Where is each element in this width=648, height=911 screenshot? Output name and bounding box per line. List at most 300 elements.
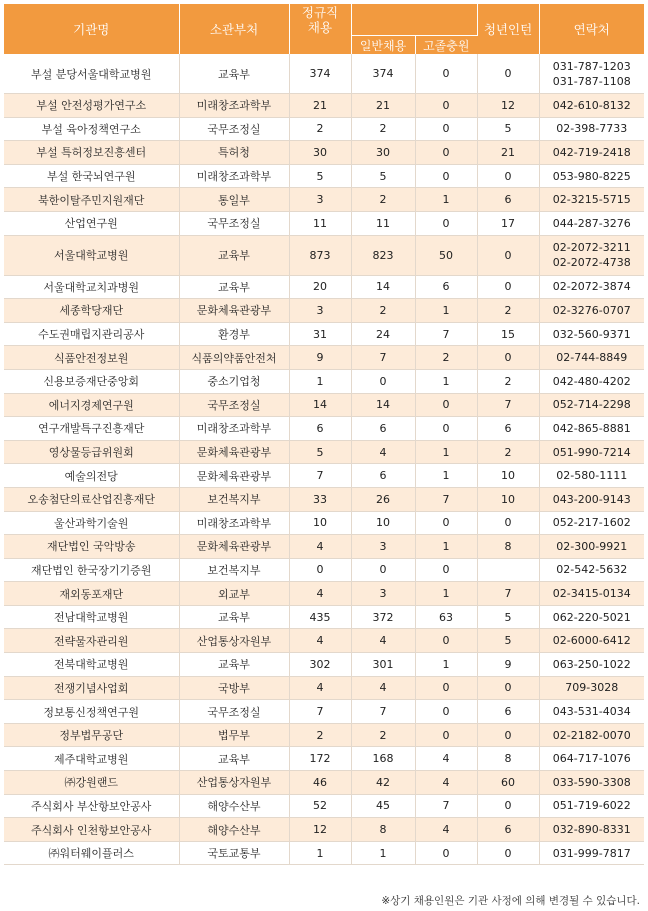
cell-highschool: 1 (415, 464, 477, 488)
cell-regular: 10 (289, 511, 351, 535)
cell-intern: 6 (477, 417, 539, 441)
contact-number: 02-542-5632 (556, 563, 628, 577)
cell-contact (539, 794, 644, 818)
cell-highschool: 63 (415, 605, 477, 629)
cell-regular: 9 (289, 346, 351, 370)
cell-ministry: 중소기업청 (179, 369, 289, 393)
cell-general: 14 (351, 393, 415, 417)
cell-highschool: 0 (415, 164, 477, 188)
cell-regular: 14 (289, 393, 351, 417)
cell-general: 0 (351, 558, 415, 582)
cell-contact (539, 322, 644, 346)
cell-ministry: 산업통상자원부 (179, 771, 289, 795)
cell-regular: 4 (289, 582, 351, 606)
table-row (4, 235, 644, 275)
table-row (4, 700, 644, 724)
cell-ministry: 국방부 (179, 676, 289, 700)
contact-number: 02-2182-0070 (552, 728, 631, 742)
contact-number: 02-2072-3211 (552, 241, 631, 255)
cell-general: 11 (351, 211, 415, 235)
cell-contact (539, 511, 644, 535)
cell-contact (539, 94, 644, 118)
cell-name: 산업연구원 (4, 211, 179, 235)
table-row (4, 322, 644, 346)
cell-name: 에너지경제연구원 (4, 393, 179, 417)
cell-general: 2 (351, 117, 415, 141)
cell-regular: 21 (289, 94, 351, 118)
cell-name: ㈜강원랜드 (4, 771, 179, 795)
cell-general: 3 (351, 535, 415, 559)
contact-number: 052-217-1602 (552, 516, 631, 530)
cell-contact (539, 653, 644, 677)
cell-ministry: 통일부 (179, 188, 289, 212)
cell-regular: 20 (289, 275, 351, 299)
cell-general: 5 (351, 164, 415, 188)
cell-intern: 5 (477, 117, 539, 141)
cell-ministry: 보건복지부 (179, 558, 289, 582)
cell-contact (539, 369, 644, 393)
footnote: ※상기 채용인원은 기관 사정에 의해 변경될 수 있습니다. (381, 895, 640, 907)
cell-regular: 873 (289, 235, 351, 275)
cell-contact (539, 535, 644, 559)
cell-general: 45 (351, 794, 415, 818)
cell-intern: 7 (477, 582, 539, 606)
table-row (4, 487, 644, 511)
cell-ministry: 보건복지부 (179, 487, 289, 511)
cell-contact (539, 164, 644, 188)
table-row (4, 188, 644, 212)
cell-contact (539, 117, 644, 141)
cell-regular: 4 (289, 676, 351, 700)
cell-name: 서울대학교치과병원 (4, 275, 179, 299)
cell-highschool: 0 (415, 700, 477, 724)
cell-ministry: 외교부 (179, 582, 289, 606)
cell-ministry: 해양수산부 (179, 794, 289, 818)
cell-regular: 3 (289, 188, 351, 212)
cell-ministry: 미래창조과학부 (179, 417, 289, 441)
contact-number: 032-560-9371 (552, 327, 631, 341)
cell-name: 예술의전당 (4, 464, 179, 488)
cell-name: 신용보증재단중앙회 (4, 369, 179, 393)
cell-name: 제주대학교병원 (4, 747, 179, 771)
contact-number: 709-3028 (565, 681, 619, 695)
header-name: 기관명 (4, 4, 179, 54)
cell-name: 연구개발특구진흥재단 (4, 417, 179, 441)
table-row (4, 676, 644, 700)
cell-name: 북한이탈주민지원재단 (4, 188, 179, 212)
contact-number: 02-300-9921 (556, 539, 628, 553)
cell-ministry: 특허청 (179, 141, 289, 165)
cell-contact (539, 629, 644, 653)
cell-highschool: 50 (415, 235, 477, 275)
cell-highschool: 4 (415, 771, 477, 795)
cell-general: 372 (351, 605, 415, 629)
cell-contact (539, 841, 644, 865)
cell-ministry: 교육부 (179, 235, 289, 275)
contact-number: 043-200-9143 (552, 492, 631, 506)
contact-number: 02-3215-5715 (552, 193, 631, 207)
cell-regular: 2 (289, 117, 351, 141)
cell-intern: 17 (477, 211, 539, 235)
cell-regular: 11 (289, 211, 351, 235)
contact-number: 02-3415-0134 (552, 587, 631, 601)
cell-general: 4 (351, 629, 415, 653)
cell-highschool: 0 (415, 417, 477, 441)
contact-number: 064-717-1076 (552, 752, 631, 766)
cell-ministry: 법무부 (179, 723, 289, 747)
cell-name: ㈜워터웨이플러스 (4, 841, 179, 865)
cell-ministry: 교육부 (179, 605, 289, 629)
cell-name: 주식회사 인천항보안공사 (4, 818, 179, 842)
cell-name: 부설 안전성평가연구소 (4, 94, 179, 118)
cell-name: 부설 분당서울대학교병원 (4, 54, 179, 94)
cell-intern: 60 (477, 771, 539, 795)
table-row (4, 393, 644, 417)
cell-regular: 1 (289, 841, 351, 865)
cell-name: 전쟁기념사업회 (4, 676, 179, 700)
cell-highschool: 1 (415, 440, 477, 464)
header-contact: 연락처 (539, 4, 644, 54)
cell-regular: 46 (289, 771, 351, 795)
cell-regular: 4 (289, 629, 351, 653)
cell-name: 식품안전정보원 (4, 346, 179, 370)
cell-regular: 2 (289, 723, 351, 747)
contact-number: 043-531-4034 (552, 705, 631, 719)
contact-number: 052-714-2298 (552, 398, 631, 412)
cell-name: 영상물등급위원회 (4, 440, 179, 464)
cell-name: 전북대학교병원 (4, 653, 179, 677)
cell-regular: 3 (289, 299, 351, 323)
cell-highschool: 1 (415, 188, 477, 212)
header-general: 일반채용 (351, 36, 415, 55)
cell-contact (539, 747, 644, 771)
cell-highschool: 1 (415, 299, 477, 323)
cell-intern: 2 (477, 369, 539, 393)
table-row (4, 211, 644, 235)
cell-general: 0 (351, 369, 415, 393)
cell-regular: 33 (289, 487, 351, 511)
cell-ministry: 문화체육관광부 (179, 299, 289, 323)
cell-general: 301 (351, 653, 415, 677)
cell-intern: 2 (477, 440, 539, 464)
cell-highschool: 0 (415, 511, 477, 535)
cell-general: 3 (351, 582, 415, 606)
table-row (4, 771, 644, 795)
cell-intern: 0 (477, 676, 539, 700)
cell-general: 374 (351, 54, 415, 94)
cell-ministry: 식품의약품안전처 (179, 346, 289, 370)
cell-intern: 9 (477, 653, 539, 677)
cell-contact (539, 605, 644, 629)
cell-highschool: 1 (415, 653, 477, 677)
cell-general: 30 (351, 141, 415, 165)
cell-regular: 31 (289, 322, 351, 346)
table-row (4, 141, 644, 165)
table-row (4, 653, 644, 677)
cell-regular: 1 (289, 369, 351, 393)
contact-number: 02-3276-0707 (552, 303, 631, 317)
cell-name: 울산과학기술원 (4, 511, 179, 535)
cell-general: 4 (351, 676, 415, 700)
cell-ministry: 해양수산부 (179, 818, 289, 842)
cell-intern: 7 (477, 393, 539, 417)
table-row (4, 164, 644, 188)
cell-general: 8 (351, 818, 415, 842)
cell-highschool: 0 (415, 629, 477, 653)
cell-regular: 5 (289, 164, 351, 188)
table-row (4, 747, 644, 771)
cell-general: 1 (351, 841, 415, 865)
cell-intern: 10 (477, 487, 539, 511)
cell-general: 10 (351, 511, 415, 535)
table-row (4, 299, 644, 323)
cell-highschool: 4 (415, 747, 477, 771)
cell-name: 재외동포재단 (4, 582, 179, 606)
cell-intern: 10 (477, 464, 539, 488)
cell-contact (539, 141, 644, 165)
cell-name: 부설 특허정보진흥센터 (4, 141, 179, 165)
cell-intern: 0 (477, 235, 539, 275)
cell-name: 부설 육아정책연구소 (4, 117, 179, 141)
cell-highschool: 0 (415, 117, 477, 141)
cell-regular: 7 (289, 464, 351, 488)
cell-general: 168 (351, 747, 415, 771)
cell-intern: 12 (477, 94, 539, 118)
cell-general: 21 (351, 94, 415, 118)
contact-number: 062-220-5021 (552, 610, 631, 624)
cell-highschool: 7 (415, 794, 477, 818)
cell-regular: 302 (289, 653, 351, 677)
cell-ministry: 국무조정실 (179, 211, 289, 235)
cell-name: 전남대학교병원 (4, 605, 179, 629)
cell-name: 주식회사 부산항보안공사 (4, 794, 179, 818)
table-row (4, 117, 644, 141)
cell-highschool: 1 (415, 535, 477, 559)
cell-general: 14 (351, 275, 415, 299)
cell-contact (539, 582, 644, 606)
cell-ministry: 국무조정실 (179, 393, 289, 417)
cell-highschool: 6 (415, 275, 477, 299)
cell-regular: 30 (289, 141, 351, 165)
cell-general: 6 (351, 464, 415, 488)
cell-ministry: 미래창조과학부 (179, 164, 289, 188)
contact-number: 032-890-8331 (552, 823, 631, 837)
table-row (4, 841, 644, 865)
cell-contact (539, 440, 644, 464)
contact-number: 031-787-1203 (552, 59, 631, 73)
cell-ministry: 산업통상자원부 (179, 629, 289, 653)
cell-name: 세종학당재단 (4, 299, 179, 323)
cell-highschool: 0 (415, 141, 477, 165)
header-regular-spacer (351, 4, 477, 36)
cell-ministry: 환경부 (179, 322, 289, 346)
cell-highschool: 1 (415, 582, 477, 606)
cell-general: 7 (351, 346, 415, 370)
cell-ministry: 교육부 (179, 275, 289, 299)
cell-general: 42 (351, 771, 415, 795)
cell-intern: 8 (477, 747, 539, 771)
cell-ministry: 국토교통부 (179, 841, 289, 865)
table-row (4, 535, 644, 559)
table-row (4, 464, 644, 488)
cell-contact (539, 211, 644, 235)
cell-contact (539, 558, 644, 582)
cell-intern: 0 (477, 794, 539, 818)
contact-number: 02-2072-4738 (552, 256, 631, 270)
cell-intern: 6 (477, 818, 539, 842)
cell-general: 2 (351, 723, 415, 747)
cell-contact (539, 275, 644, 299)
cell-intern: 5 (477, 605, 539, 629)
table-row (4, 629, 644, 653)
cell-regular: 12 (289, 818, 351, 842)
cell-general: 823 (351, 235, 415, 275)
cell-ministry: 미래창조과학부 (179, 511, 289, 535)
cell-name: 서울대학교병원 (4, 235, 179, 275)
cell-regular: 52 (289, 794, 351, 818)
cell-regular: 5 (289, 440, 351, 464)
cell-intern: 0 (477, 164, 539, 188)
contact-number: 031-999-7817 (552, 846, 631, 860)
contact-number: 063-250-1022 (552, 657, 631, 671)
cell-contact (539, 188, 644, 212)
cell-general: 6 (351, 417, 415, 441)
table-row (4, 369, 644, 393)
contact-number: 053-980-8225 (552, 169, 631, 183)
cell-ministry: 문화체육관광부 (179, 535, 289, 559)
contact-number: 02-580-1111 (556, 469, 628, 483)
table-row (4, 440, 644, 464)
cell-name: 재단법인 국악방송 (4, 535, 179, 559)
cell-regular: 0 (289, 558, 351, 582)
contact-number: 02-398-7733 (556, 122, 628, 136)
cell-contact (539, 417, 644, 441)
cell-intern: 0 (477, 54, 539, 94)
cell-contact (539, 818, 644, 842)
contact-number: 042-865-8881 (552, 421, 631, 435)
cell-name: 정보통신정책연구원 (4, 700, 179, 724)
contact-number: 02-2072-3874 (552, 280, 631, 294)
cell-highschool: 1 (415, 369, 477, 393)
cell-highschool: 0 (415, 211, 477, 235)
table-row (4, 794, 644, 818)
table-row (4, 417, 644, 441)
contact-number: 042-480-4202 (552, 374, 631, 388)
table-row (4, 558, 644, 582)
cell-ministry: 문화체육관광부 (179, 464, 289, 488)
cell-general: 7 (351, 700, 415, 724)
cell-intern: 5 (477, 629, 539, 653)
cell-intern: 0 (477, 723, 539, 747)
cell-regular: 172 (289, 747, 351, 771)
cell-highschool: 0 (415, 723, 477, 747)
header-intern: 청년인턴 (477, 4, 539, 54)
cell-general: 2 (351, 188, 415, 212)
table-body (4, 54, 644, 865)
cell-intern (477, 558, 539, 582)
cell-general: 4 (351, 440, 415, 464)
contact-number: 033-590-3308 (552, 775, 631, 789)
table-row (4, 723, 644, 747)
cell-contact (539, 676, 644, 700)
cell-contact (539, 487, 644, 511)
cell-contact (539, 299, 644, 323)
cell-name: 재단법인 한국장기기증원 (4, 558, 179, 582)
cell-general: 2 (351, 299, 415, 323)
cell-intern: 21 (477, 141, 539, 165)
cell-ministry: 교육부 (179, 747, 289, 771)
table-row (4, 275, 644, 299)
cell-highschool: 4 (415, 818, 477, 842)
contact-number: 042-610-8132 (552, 98, 631, 112)
header-highschool: 고졸충원 (415, 36, 477, 55)
cell-contact (539, 771, 644, 795)
contact-number: 051-719-6022 (552, 799, 631, 813)
cell-highschool: 0 (415, 94, 477, 118)
cell-ministry: 미래창조과학부 (179, 94, 289, 118)
cell-intern: 0 (477, 511, 539, 535)
table-row (4, 54, 644, 94)
cell-contact (539, 393, 644, 417)
cell-highschool: 0 (415, 676, 477, 700)
contact-number: 051-990-7214 (552, 445, 631, 459)
cell-regular: 374 (289, 54, 351, 94)
cell-name: 전략물자관리원 (4, 629, 179, 653)
cell-contact (539, 346, 644, 370)
cell-general: 24 (351, 322, 415, 346)
cell-ministry: 교육부 (179, 653, 289, 677)
header-regular: 정규직 채용 (289, 4, 351, 36)
cell-ministry: 교육부 (179, 54, 289, 94)
table-row (4, 582, 644, 606)
contact-number: 042-719-2418 (552, 145, 631, 159)
table-row (4, 511, 644, 535)
table-row (4, 818, 644, 842)
cell-highschool: 0 (415, 558, 477, 582)
contact-number: 02-6000-6412 (552, 634, 631, 648)
contact-number: 031-787-1108 (552, 74, 631, 88)
cell-name: 수도권매립지관리공사 (4, 322, 179, 346)
cell-highschool: 0 (415, 841, 477, 865)
cell-ministry: 국무조정실 (179, 117, 289, 141)
cell-highschool: 0 (415, 54, 477, 94)
cell-intern: 8 (477, 535, 539, 559)
cell-ministry: 국무조정실 (179, 700, 289, 724)
cell-regular: 6 (289, 417, 351, 441)
table-row (4, 94, 644, 118)
cell-regular: 7 (289, 700, 351, 724)
cell-contact (539, 723, 644, 747)
header-regular-lower (289, 36, 351, 55)
header-ministry: 소관부처 (179, 4, 289, 54)
cell-highschool: 7 (415, 487, 477, 511)
cell-contact (539, 235, 644, 275)
cell-regular: 4 (289, 535, 351, 559)
cell-intern: 0 (477, 346, 539, 370)
recruitment-table (4, 4, 644, 865)
contact-number: 044-287-3276 (552, 216, 631, 230)
cell-name: 부설 한국뇌연구원 (4, 164, 179, 188)
table-row (4, 346, 644, 370)
table-row (4, 605, 644, 629)
cell-name: 오송첨단의료산업진흥재단 (4, 487, 179, 511)
cell-highschool: 0 (415, 393, 477, 417)
cell-general: 26 (351, 487, 415, 511)
cell-intern: 0 (477, 841, 539, 865)
cell-intern: 6 (477, 188, 539, 212)
cell-name: 정부법무공단 (4, 723, 179, 747)
cell-intern: 2 (477, 299, 539, 323)
